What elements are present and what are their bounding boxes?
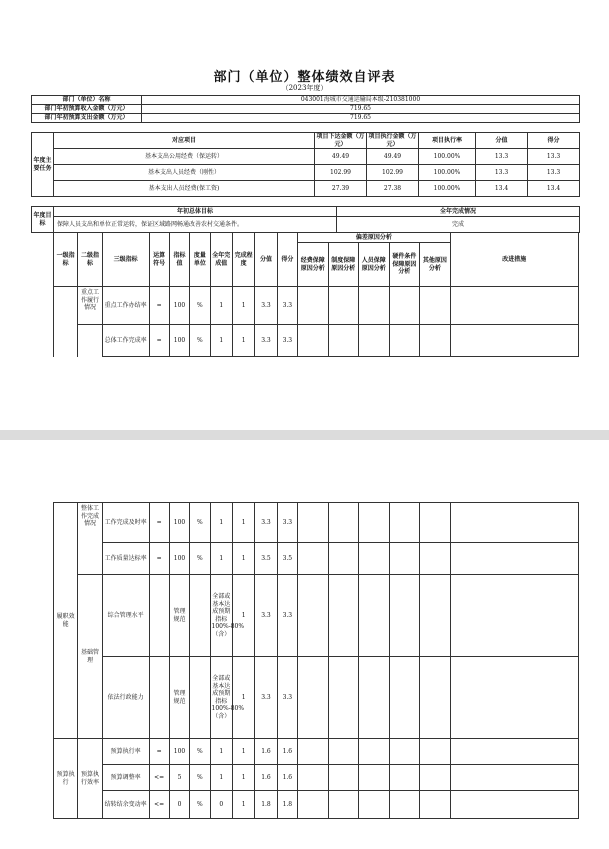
got-cell: 3.3 — [277, 503, 297, 543]
goals-complete-text: 完成 — [337, 217, 580, 233]
degree-cell: 1 — [232, 575, 254, 657]
score-cell: 3.3 — [255, 325, 277, 357]
tasks-table — [31, 132, 580, 197]
header-degree: 完成程度 — [232, 233, 254, 287]
level3-cell: 结转结余变动率 — [102, 791, 149, 819]
header-got: 得分 — [277, 233, 297, 287]
expense-label: 部门年初预算支出金额（万元） — [32, 114, 142, 123]
operator-cell: = — [149, 543, 169, 575]
table-row — [31, 543, 579, 575]
goals-initial-header: 年初总体目标 — [54, 207, 337, 217]
value-cell: 100 — [169, 739, 189, 765]
header-deviation: 偏差原因分析 — [298, 233, 451, 243]
year-value-cell: 全部或基本达成预期指标100%-80%（含） — [210, 657, 232, 739]
tasks-side-label: 年度主要任务 — [32, 133, 54, 197]
table-row — [32, 181, 580, 197]
task-rate: 100.00% — [419, 181, 476, 197]
level3-cell: 依法行政能力 — [102, 657, 149, 739]
income-label: 部门年初预算收入金额（万元） — [32, 105, 142, 114]
table-row — [32, 149, 580, 165]
year-value-cell: 1 — [210, 543, 232, 575]
got-cell: 3.3 — [277, 657, 297, 739]
page-2 — [0, 440, 609, 849]
got-cell: 3.3 — [277, 575, 297, 657]
year-value-cell: 1 — [210, 765, 232, 791]
degree-cell: 1 — [232, 543, 254, 575]
unit-name-value: 043001海城市交通运输局本级-210381000 — [142, 96, 580, 105]
value-cell: 100 — [169, 503, 189, 543]
value-cell: 5 — [169, 765, 189, 791]
operator-cell — [149, 657, 169, 739]
level3-cell: 综合管理水平 — [102, 575, 149, 657]
table-row — [31, 503, 579, 543]
goals-table — [31, 206, 580, 233]
goals-complete-header: 全年完成情况 — [337, 207, 580, 217]
degree-cell: 1 — [232, 791, 254, 819]
score-cell: 1.8 — [255, 791, 277, 819]
table-row — [31, 657, 579, 739]
year-value-cell: 1 — [210, 287, 232, 325]
level3-cell: 工作质量达标率 — [102, 543, 149, 575]
header-level2: 二级指标 — [78, 233, 102, 287]
task-issued: 49.49 — [315, 149, 367, 165]
task-executed: 27.38 — [367, 181, 419, 197]
header-improve: 改进措施 — [450, 233, 578, 287]
level1-duty: 履职效能 — [53, 503, 77, 739]
got-cell: 3.3 — [277, 287, 297, 325]
header-reason-staff: 人员保障原因分析 — [359, 243, 390, 287]
task-name: 基本支出人员经费（刚性） — [54, 165, 315, 181]
degree-cell: 1 — [232, 503, 254, 543]
unit-cell — [190, 657, 210, 739]
level2-overall-work: 整体工作完成情况 — [78, 503, 102, 575]
task-got: 13.3 — [528, 165, 580, 181]
header-unit: 度量单位 — [190, 233, 210, 287]
degree-cell: 1 — [232, 657, 254, 739]
goals-initial-text: 保障人员支出和单位正常运转，保证区域路网畅通改善农村交通条件。 — [54, 217, 337, 233]
header-year-value: 全年完成值 — [210, 233, 232, 287]
report-year: （2023年度） — [281, 84, 328, 92]
level3-cell: 预算调整率 — [102, 765, 149, 791]
level3-cell: 预算执行率 — [102, 739, 149, 765]
value-cell: 100 — [169, 287, 189, 325]
degree-cell: 1 — [232, 739, 254, 765]
score-cell: 3.3 — [255, 657, 277, 739]
task-executed: 102.99 — [367, 165, 419, 181]
header-reason-system: 制度保障原因分析 — [328, 243, 359, 287]
table-row — [31, 765, 579, 791]
unit-cell: % — [190, 287, 210, 325]
tasks-header-project: 对应项目 — [54, 133, 315, 149]
degree-cell: 1 — [232, 765, 254, 791]
value-cell: 100 — [169, 325, 189, 357]
operator-cell: = — [149, 287, 169, 325]
operator-cell: = — [149, 739, 169, 765]
header-level1: 一级指标 — [53, 233, 77, 287]
operator-cell: <= — [149, 765, 169, 791]
degree-cell: 1 — [232, 287, 254, 325]
year-value-cell: 全部或基本达成预期指标100%-80%（含） — [210, 575, 232, 657]
table-row — [32, 165, 580, 181]
table-row — [31, 325, 579, 357]
task-got: 13.3 — [528, 149, 580, 165]
table-row — [31, 791, 579, 819]
operator-cell: = — [149, 503, 169, 543]
level2-key-work: 重点工作履行情况 — [78, 287, 102, 325]
tasks-header-score: 分值 — [476, 133, 528, 149]
header-operator: 运算符号 — [149, 233, 169, 287]
level3-cell: 工作完成及时率 — [102, 503, 149, 543]
page-gap — [0, 430, 609, 440]
tasks-header-rate: 项目执行率 — [419, 133, 476, 149]
year-value-cell: 0 — [210, 791, 232, 819]
value-cell: 0 — [169, 791, 189, 819]
task-name: 基本支出公用经费（保运转） — [54, 149, 315, 165]
task-got: 13.4 — [528, 181, 580, 197]
year-value-cell: 1 — [210, 325, 232, 357]
value-cell: 100 — [169, 543, 189, 575]
level3-cell: 重点工作办结率 — [102, 287, 149, 325]
score-cell: 3.3 — [255, 287, 277, 325]
unit-cell: % — [190, 503, 210, 543]
degree-cell: 1 — [232, 325, 254, 357]
level1-budget: 预算执行 — [53, 739, 77, 819]
value-cell: 管理规范 — [169, 575, 189, 657]
tasks-header-executed: 项目执行金额（万元） — [368, 133, 417, 148]
unit-name-label: 部门（单位）名称 — [32, 96, 142, 105]
operator-cell: <= — [149, 791, 169, 819]
score-cell: 3.3 — [255, 503, 277, 543]
task-rate: 100.00% — [419, 149, 476, 165]
table-row — [31, 575, 579, 657]
score-cell: 3.3 — [255, 575, 277, 657]
year-value-cell: 1 — [210, 739, 232, 765]
income-value: 719.65 — [142, 105, 580, 114]
expense-value: 719.65 — [142, 114, 580, 123]
table-row — [31, 739, 579, 765]
value-cell: 管理规范 — [169, 657, 189, 739]
tasks-header-issued: 项目下达金额（万元） — [316, 133, 365, 148]
score-cell: 3.5 — [255, 543, 277, 575]
unit-cell: % — [190, 791, 210, 819]
info-table — [31, 95, 580, 123]
score-cell: 1.6 — [255, 765, 277, 791]
goals-side-label: 年度目标 — [32, 207, 54, 233]
score-cell: 1.6 — [255, 739, 277, 765]
got-cell: 1.8 — [277, 791, 297, 819]
operator-cell: = — [149, 325, 169, 357]
tasks-header-got: 得分 — [528, 133, 580, 149]
indicator-table-page2 — [31, 502, 579, 819]
task-score: 13.3 — [476, 149, 528, 165]
header-reason-hardware: 硬件条件保障原因分析 — [389, 243, 420, 287]
header-reason-other: 其他原因分析 — [420, 243, 451, 287]
task-score: 13.4 — [476, 181, 528, 197]
got-cell: 1.6 — [277, 765, 297, 791]
level2-budget-efficiency: 预算执行效率 — [78, 739, 102, 819]
got-cell: 1.6 — [277, 739, 297, 765]
level3-cell: 总体工作完成率 — [102, 325, 149, 357]
unit-cell: % — [190, 543, 210, 575]
header-reason-funding: 经费保障原因分析 — [298, 243, 329, 287]
unit-cell — [190, 575, 210, 657]
header-score: 分值 — [255, 233, 277, 287]
page-title: 部门（单位）整体绩效自评表 — [213, 70, 396, 85]
got-cell: 3.5 — [277, 543, 297, 575]
task-rate: 100.00% — [419, 165, 476, 181]
task-issued: 102.99 — [315, 165, 367, 181]
header-level3: 三级指标 — [102, 233, 149, 287]
indicator-table-page1 — [31, 232, 579, 357]
task-issued: 27.39 — [315, 181, 367, 197]
unit-cell: % — [190, 739, 210, 765]
level2-basic-management: 基础管理 — [78, 575, 102, 739]
task-score: 13.3 — [476, 165, 528, 181]
unit-cell: % — [190, 765, 210, 791]
got-cell: 3.3 — [277, 325, 297, 357]
operator-cell — [149, 575, 169, 657]
table-row — [31, 287, 579, 325]
year-value-cell: 1 — [210, 503, 232, 543]
header-value: 指标值 — [169, 233, 189, 287]
task-executed: 49.49 — [367, 149, 419, 165]
task-name: 基本支出人员经费(保工资) — [54, 181, 315, 197]
unit-cell: % — [190, 325, 210, 357]
